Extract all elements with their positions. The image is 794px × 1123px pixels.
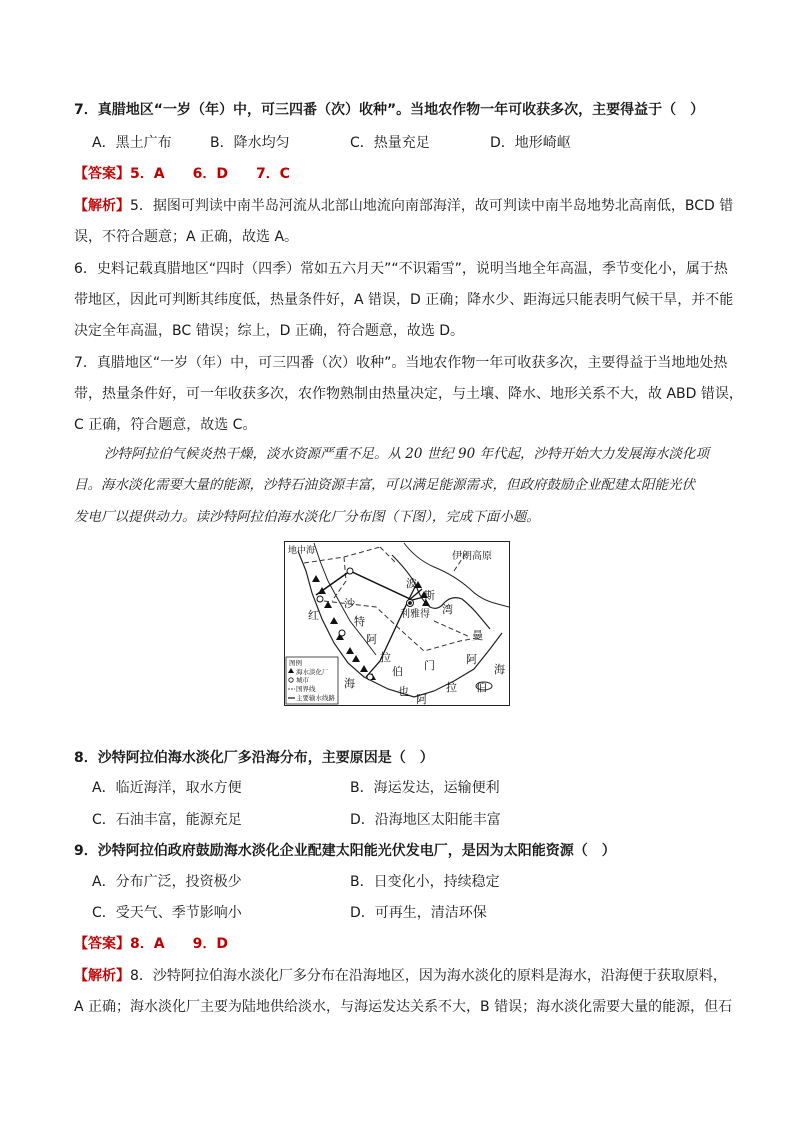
label-sa-5: 伯: [392, 665, 403, 678]
label-bo: 伯: [476, 681, 487, 694]
material-line3: 发电厂以提供动力。读沙特阿拉伯海水淡化厂分布图（下图），完成下面小题。: [74, 509, 540, 525]
analysis-7-line2: 带，热量条件好，可一年收获多次，农作物熟制由热量决定，与土壤、降水、地形关系不大，故 ABD 错误，: [74, 386, 743, 402]
answer-block-1: [74, 164, 720, 184]
legend-plant: 海水淡化厂: [296, 668, 329, 676]
analysis-label: 【解析】: [74, 198, 130, 214]
city-marker: [339, 630, 345, 636]
analysis-8-line1: [74, 966, 727, 986]
legend-title: 图例: [289, 659, 302, 667]
q8-option-a: A．临近海洋，取水方便: [92, 780, 242, 796]
label-med: 地中海: [288, 546, 316, 556]
label-red-sea-2: 海: [344, 677, 355, 690]
label-ar-1: 阿: [416, 693, 427, 706]
answer-label: 【答案】: [74, 166, 130, 182]
map-legend: [286, 657, 338, 704]
analysis-6-line3: 决定全年高温，BC 错误；综上，D 正确，符合题意，故选 D。: [74, 323, 465, 339]
city-marker: [367, 674, 373, 680]
label-oman-1: 曼: [472, 629, 483, 642]
analysis-6-line1: 6．史料记载真腊地区“四时（四季）常如五六月天”“不识霜雪”，说明当地全年高温，季节变化小，属于热: [74, 261, 728, 277]
analysis-label: 【解析】: [74, 968, 130, 984]
q7-stem: 7．真腊地区“一岁（年）中，可三四番（次）收种”。当地农作物一年可收获多次，主要得益于（ ）: [74, 102, 705, 118]
analysis-8-line2: A 正确；海水淡化厂主要为陆地供给淡水，与海运发达关系不大，B 错误；海水淡化需要大量的能源，但石: [74, 999, 733, 1015]
q8-option-d: D．沿海地区太阳能丰富: [350, 812, 501, 828]
material-line2: 目。海水淡化需要大量的能源，沙特石油资源丰富，可以满足能源需求，但政府鼓励企业配建太阳能光伏: [74, 477, 695, 493]
label-yemen-2: 也: [398, 685, 409, 698]
q7-option-b: B．降水均匀: [210, 135, 290, 151]
label-oman-2: 阿: [466, 653, 477, 666]
label-riyadh: 利雅得: [400, 609, 430, 620]
label-sa-1: 沙: [344, 597, 355, 610]
answer-text: 5．A 6．D 7．C: [130, 166, 290, 182]
answer-block-2: [74, 934, 720, 954]
q7-option-d: D．地形崎岖: [490, 135, 571, 151]
legend-pipeline: 主要输水线路: [296, 694, 335, 702]
q9-option-a: A．分布广泛，投资极少: [92, 874, 242, 890]
label-gulf-1: 波: [406, 577, 417, 590]
analysis-text: 5．据图可判读中南半岛河流从北部山地流向南部海洋，故可判读中南半岛地势北高南低，BCD 错: [130, 198, 734, 214]
q9-option-d: D．可再生，清洁环保: [350, 905, 487, 921]
analysis-7-line1: 7．真腊地区“一岁（年）中，可三四番（次）收种”。当地农作物一年可收获多次，主要得益于当地地处热: [74, 355, 728, 371]
q8-stem: 8．沙特阿拉伯海水淡化厂多沿海分布，主要原因是（ ）: [74, 750, 434, 766]
q8-option-b: B．海运发达，运输便利: [350, 780, 500, 796]
material-line1: 沙特阿拉伯气候炎热干燥，淡水资源严重不足。从 20 世纪 90 年代起，沙特开始大力发展海水淡化项: [104, 446, 710, 462]
answer-label: 【答案】: [74, 936, 130, 952]
label-sa-4: 拉: [380, 651, 391, 664]
riyadh-dot: [409, 602, 412, 605]
label-ar-2: 拉: [446, 681, 457, 694]
analysis-5-line2: 误，不符合题意；A 正确，故选 A。: [74, 229, 299, 245]
legend-city: 城市: [296, 676, 309, 684]
q9-stem: 9．沙特阿拉伯政府鼓励海水淡化企业配建太阳能光伏发电厂，是因为太阳能资源（ ）: [74, 843, 616, 859]
label-gulf-2: 斯: [424, 589, 435, 602]
label-gulf-3: 湾: [442, 603, 453, 616]
analysis-7-line3: C 正确，符合题意，故选 C。: [74, 417, 257, 433]
q9-option-c: C．受天气、季节影响小: [92, 905, 242, 921]
desalination-map: [284, 541, 510, 706]
city-marker: [347, 568, 353, 574]
label-red-sea-1: 红: [308, 609, 319, 622]
analysis-6-line2: 带地区，因此可判断其纬度低，热量条件好，A 错误，D 正确；降水少、距海远只能表明气候干旱，并不能: [74, 292, 734, 308]
analysis-text: 8．沙特阿拉伯海水淡化厂多分布在沿海地区，因为海水淡化的原料是海水，沿海便于获取原料，: [130, 968, 727, 984]
q8-option-c: C．石油丰富，能源充足: [92, 812, 242, 828]
label-sa-3: 阿: [366, 633, 377, 646]
label-sea: 海: [494, 663, 505, 676]
q9-option-b: B．日变化小，持续稳定: [350, 874, 500, 890]
label-iran: 伊朗高原: [452, 551, 492, 562]
legend-city-icon: [289, 678, 293, 682]
q7-option-c: C．热量充足: [350, 135, 430, 151]
label-sa-2: 特: [354, 615, 365, 628]
q7-option-a: A．黑土广布: [92, 135, 172, 151]
analysis-5-line1: [74, 196, 734, 216]
label-yemen-1: 门: [424, 659, 435, 672]
city-marker: [317, 596, 323, 602]
legend-border: 国界线: [296, 685, 316, 693]
answer-text: 8．A 9．D: [130, 936, 228, 952]
